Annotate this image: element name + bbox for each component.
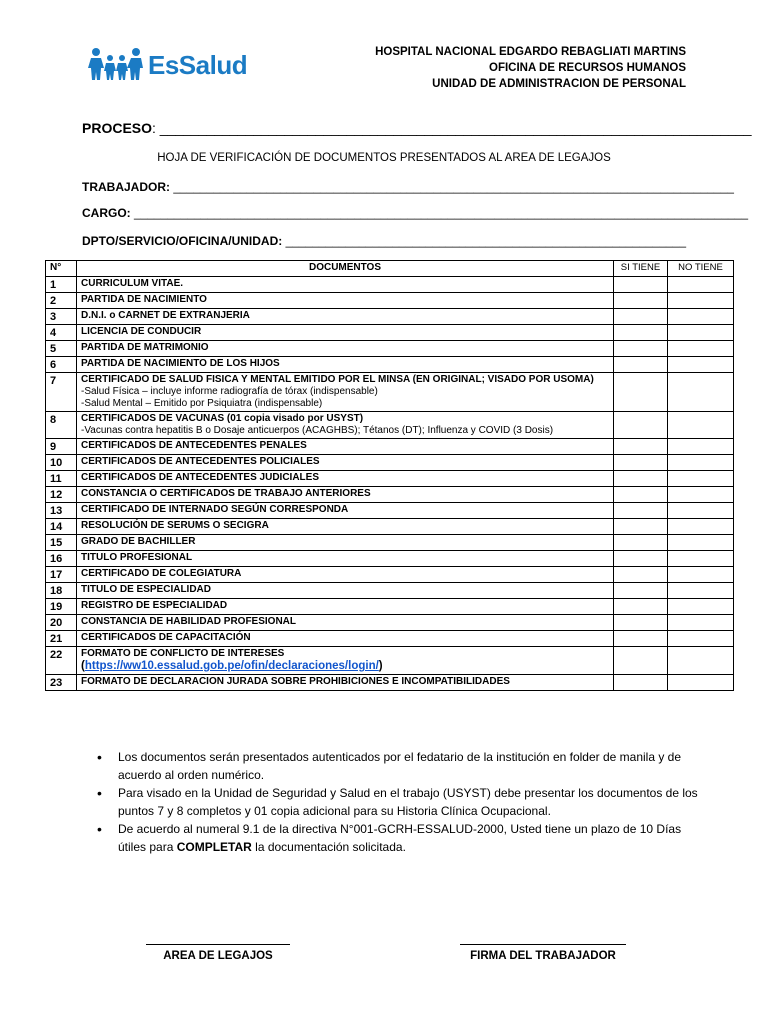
header-line-office: OFICINA DE RECURSOS HUMANOS: [489, 62, 686, 74]
row-number: 8: [46, 412, 77, 439]
table-row: [46, 471, 734, 487]
document-title: CERTIFICADOS DE ANTECEDENTES POLICIALES: [81, 456, 320, 467]
row-document: [77, 471, 614, 487]
row-number: 14: [46, 519, 77, 535]
logo-text: EsSalud: [148, 50, 248, 80]
note-item: • Para visado en la Unidad de Seguridad y Salud en el trabajo (USYST) debe presentar los documentos de los puntos 7 y 8 completos y 01 copia adicional para su Historia Clínica Ocupacional.: [92, 784, 702, 820]
document-title: CERTIFICADO DE SALUD FISICA Y MENTAL EMITIDO POR EL MINSA (EN ORIGINAL; VISADO POR USOMA): [81, 374, 594, 385]
row-number: 13: [46, 503, 77, 519]
row-number: 23: [46, 675, 77, 691]
row-document: [77, 309, 614, 325]
document-title: CERTIFICADO DE INTERNADO SEGÚN CORRESPONDA: [81, 504, 349, 515]
document-title: FORMATO DE DECLARACION JURADA SOBRE PROHIBICIONES E INCOMPATIBILIDADES: [81, 676, 510, 687]
document-title: TITULO PROFESIONAL: [81, 552, 193, 563]
row-number: 10: [46, 455, 77, 471]
row-number: 1: [46, 277, 77, 293]
dpto-blank-line[interactable]: ____________________________________________________________: [285, 234, 687, 248]
si-tiene-cell[interactable]: [614, 599, 668, 615]
si-tiene-cell[interactable]: [614, 631, 668, 647]
table-row: [46, 675, 734, 691]
dpto-field: [82, 234, 687, 248]
si-tiene-cell[interactable]: [614, 293, 668, 309]
si-tiene-cell[interactable]: [614, 357, 668, 373]
si-tiene-cell[interactable]: [614, 277, 668, 293]
row-document: [77, 583, 614, 599]
row-number: 18: [46, 583, 77, 599]
table-header-row: [46, 261, 734, 277]
document-title: FORMATO DE CONFLICTO DE INTERESES: [81, 648, 285, 659]
row-document: [77, 412, 614, 439]
header-line-hospital: HOSPITAL NACIONAL EDGARDO REBAGLIATI MARTINS: [375, 46, 686, 58]
si-tiene-cell[interactable]: [614, 675, 668, 691]
document-title: PARTIDA DE NACIMIENTO DE LOS HIJOS: [81, 358, 280, 369]
row-number: 6: [46, 357, 77, 373]
table-row: [46, 455, 734, 471]
table-row: [46, 503, 734, 519]
table-row: [46, 357, 734, 373]
row-document: [77, 325, 614, 341]
si-tiene-cell[interactable]: [614, 373, 668, 412]
header-si-tiene: SI TIENE: [614, 261, 668, 277]
table-row: [46, 309, 734, 325]
document-title: CURRICULUM VITAE.: [81, 278, 184, 289]
si-tiene-cell[interactable]: [614, 583, 668, 599]
no-tiene-cell[interactable]: [668, 277, 734, 293]
no-tiene-cell[interactable]: [668, 412, 734, 439]
row-number: 22: [46, 647, 77, 675]
document-title: TITULO DE ESPECIALIDAD: [81, 584, 212, 595]
link-paren-close: ): [378, 660, 383, 672]
institution-header: [375, 44, 686, 92]
table-row: [46, 277, 734, 293]
row-number: 17: [46, 567, 77, 583]
si-tiene-cell[interactable]: [614, 325, 668, 341]
no-tiene-cell[interactable]: [668, 455, 734, 471]
row-number: 4: [46, 325, 77, 341]
document-link-line: [81, 660, 609, 673]
si-tiene-cell[interactable]: [614, 487, 668, 503]
trabajador-label: TRABAJADOR:: [82, 180, 170, 194]
row-number: 5: [46, 341, 77, 357]
no-tiene-cell[interactable]: [668, 341, 734, 357]
row-number: 7: [46, 373, 77, 412]
row-number: 21: [46, 631, 77, 647]
row-document: [77, 341, 614, 357]
table-row: [46, 325, 734, 341]
row-number: 16: [46, 551, 77, 567]
row-document: [77, 357, 614, 373]
no-tiene-cell[interactable]: [668, 647, 734, 675]
table-row: [46, 341, 734, 357]
document-title: CERTIFICADOS DE ANTECEDENTES JUDICIALES: [81, 472, 319, 483]
no-tiene-cell[interactable]: [668, 373, 734, 412]
document-title: GRADO DE BACHILLER: [81, 536, 196, 547]
document-detail: -Salud Física – incluye informe radiografía de tórax (indispensable): [81, 386, 378, 397]
row-number: 2: [46, 293, 77, 309]
signature-line[interactable]: [460, 944, 626, 945]
row-document: [77, 277, 614, 293]
row-document: [77, 503, 614, 519]
declaraciones-link[interactable]: https://ww10.essalud.gob.pe/ofin/declaraciones/login/: [84, 660, 379, 672]
table-row: [46, 535, 734, 551]
row-document: [77, 487, 614, 503]
row-number: 19: [46, 599, 77, 615]
notes-list: [92, 748, 702, 856]
row-document: [77, 551, 614, 567]
no-tiene-cell[interactable]: [668, 471, 734, 487]
document-title: REGISTRO DE ESPECIALIDAD: [81, 600, 228, 611]
document-title: CERTIFICADOS DE CAPACITACIÓN: [81, 632, 251, 643]
document-title: CONSTANCIA DE HABILIDAD PROFESIONAL: [81, 616, 296, 627]
table-row: [46, 373, 734, 412]
table-row: [46, 567, 734, 583]
trabajador-field: [82, 180, 734, 194]
proceso-colon: :: [152, 120, 156, 136]
no-tiene-cell[interactable]: [668, 439, 734, 455]
row-number: 9: [46, 439, 77, 455]
row-document: [77, 567, 614, 583]
form-subtitle: HOJA DE VERIFICACIÓN DE DOCUMENTOS PRESENTADOS AL AREA DE LEGAJOS: [157, 152, 611, 164]
row-document: [77, 373, 614, 412]
si-tiene-cell[interactable]: [614, 647, 668, 675]
table-row: [46, 647, 734, 675]
no-tiene-cell[interactable]: [668, 357, 734, 373]
no-tiene-cell[interactable]: [668, 675, 734, 691]
row-document: [77, 535, 614, 551]
si-tiene-cell[interactable]: [614, 567, 668, 583]
proceso-label: PROCESO: [82, 120, 153, 136]
row-document: [77, 599, 614, 615]
signature-line[interactable]: [146, 944, 290, 945]
si-tiene-cell[interactable]: [614, 412, 668, 439]
document-title: CERTIFICADOS DE ANTECEDENTES PENALES: [81, 440, 307, 451]
no-tiene-cell[interactable]: [668, 567, 734, 583]
document-detail: -Vacunas contra hepatitis B o Dosaje anticuerpos (ACAGHBS); Tétanos (DT); Influenza y COVID (3 Dosis): [81, 425, 554, 436]
table-row: [46, 615, 734, 631]
signature-legajos-label: AREA DE LEGAJOS: [163, 950, 273, 962]
proceso-field: [82, 120, 752, 136]
row-number: 11: [46, 471, 77, 487]
essalud-logo: [88, 40, 247, 80]
si-tiene-cell[interactable]: [614, 439, 668, 455]
table-row: [46, 631, 734, 647]
table-row: [46, 551, 734, 567]
no-tiene-cell[interactable]: [668, 583, 734, 599]
si-tiene-cell[interactable]: [614, 309, 668, 325]
si-tiene-cell[interactable]: [614, 455, 668, 471]
si-tiene-cell[interactable]: [614, 341, 668, 357]
row-number: 20: [46, 615, 77, 631]
row-number: 12: [46, 487, 77, 503]
row-document: [77, 439, 614, 455]
si-tiene-cell[interactable]: [614, 471, 668, 487]
si-tiene-cell[interactable]: [614, 551, 668, 567]
no-tiene-cell[interactable]: [668, 503, 734, 519]
cargo-field: [82, 206, 749, 220]
row-number: 3: [46, 309, 77, 325]
no-tiene-cell[interactable]: [668, 293, 734, 309]
no-tiene-cell[interactable]: [668, 599, 734, 615]
row-document: [77, 519, 614, 535]
si-tiene-cell[interactable]: [614, 519, 668, 535]
si-tiene-cell[interactable]: [614, 535, 668, 551]
document-detail: -Salud Mental – Emitido por Psiquiatra (indispensable): [81, 398, 323, 409]
row-document: [77, 293, 614, 309]
note-item: • De acuerdo al numeral 9.1 de la directiva N°001-GCRH-ESSALUD-2000, Usted tiene un plazo de 10 Días útiles para COMPLETAR la documentación solicitada.: [92, 820, 702, 856]
proceso-blank-line[interactable]: ____________________________________________________________________________: [159, 120, 752, 136]
table-row: [46, 599, 734, 615]
signature-trabajador-label: FIRMA DEL TRABAJADOR: [470, 950, 616, 962]
row-document: [77, 647, 614, 675]
table-row: [46, 519, 734, 535]
signature-trabajador: [460, 934, 626, 962]
no-tiene-cell[interactable]: [668, 487, 734, 503]
link-paren-open: (: [81, 660, 85, 672]
no-tiene-cell[interactable]: [668, 535, 734, 551]
documents-checklist-table: [45, 260, 734, 691]
dpto-label: DPTO/SERVICIO/OFICINA/UNIDAD:: [82, 234, 283, 248]
row-document: [77, 615, 614, 631]
si-tiene-cell[interactable]: [614, 503, 668, 519]
header-num: N°: [46, 261, 77, 277]
header-no-tiene: NO TIENE: [668, 261, 734, 277]
family-figures-icon: [88, 46, 144, 80]
table-row: [46, 583, 734, 599]
row-document: [77, 631, 614, 647]
document-title: CERTIFICADOS DE VACUNAS (01 copia visado por USYST): [81, 413, 364, 424]
table-row: [46, 439, 734, 455]
table-row: [46, 487, 734, 503]
signature-legajos: [146, 934, 290, 962]
no-tiene-cell[interactable]: [668, 519, 734, 535]
header-line-unit: UNIDAD DE ADMINISTRACION DE PERSONAL: [432, 78, 686, 90]
si-tiene-cell[interactable]: [614, 615, 668, 631]
document-title: D.N.I. o CARNET DE EXTRANJERIA: [81, 310, 250, 321]
cargo-blank-line[interactable]: ____________________________________________________________________________________________: [134, 206, 749, 220]
document-title: PARTIDA DE NACIMIENTO: [81, 294, 207, 305]
row-document: [77, 455, 614, 471]
table-row: [46, 293, 734, 309]
no-tiene-cell[interactable]: [668, 551, 734, 567]
header-documentos: DOCUMENTOS: [77, 261, 614, 277]
document-title: CONSTANCIA O CERTIFICADOS DE TRABAJO ANTERIORES: [81, 488, 371, 499]
trabajador-blank-line[interactable]: ____________________________________________________________________________________: [173, 180, 734, 194]
cargo-label: CARGO:: [82, 206, 131, 220]
document-title: RESOLUCIÓN DE SERUMS O SECIGRA: [81, 520, 269, 531]
row-document: [77, 675, 614, 691]
document-title: LICENCIA DE CONDUCIR: [81, 326, 202, 337]
document-title: CERTIFICADO DE COLEGIATURA: [81, 568, 242, 579]
no-tiene-cell[interactable]: [668, 309, 734, 325]
document-title: PARTIDA DE MATRIMONIO: [81, 342, 209, 353]
no-tiene-cell[interactable]: [668, 615, 734, 631]
note-item: • Los documentos serán presentados autenticados por el fedatario de la institución en folder de manila y de acuerdo al orden numérico.: [92, 748, 702, 784]
no-tiene-cell[interactable]: [668, 325, 734, 341]
table-row: [46, 412, 734, 439]
row-number: 15: [46, 535, 77, 551]
no-tiene-cell[interactable]: [668, 631, 734, 647]
